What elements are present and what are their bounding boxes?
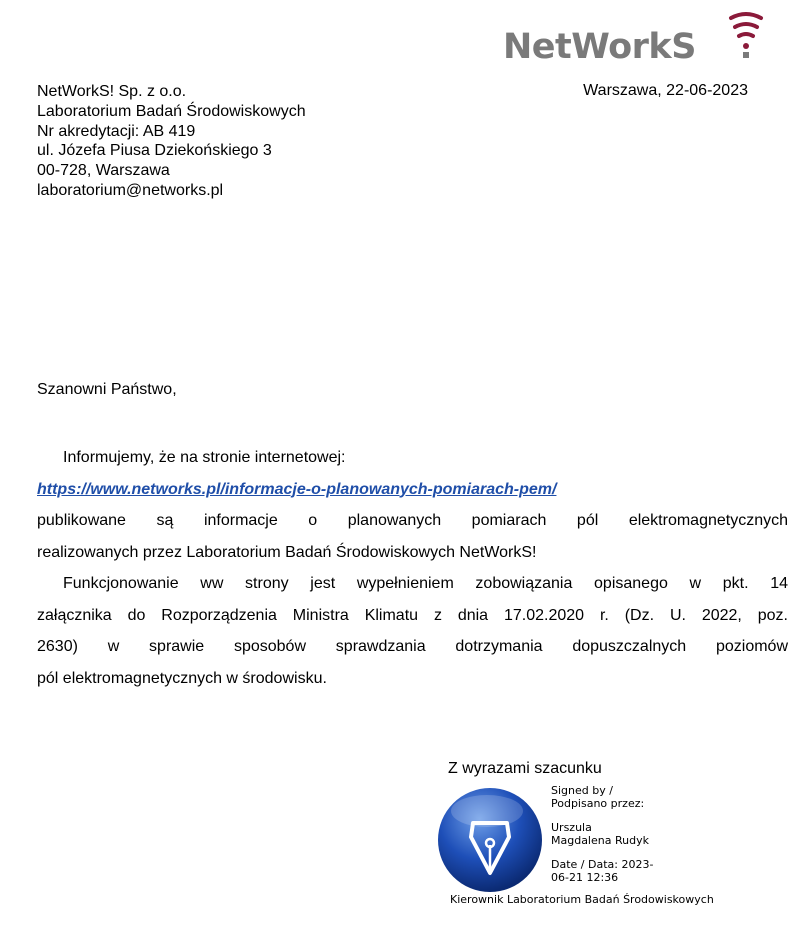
sign-date-line-1: Date / Data: 2023- xyxy=(551,858,654,871)
sender-company: NetWorkS! Sp. z o.o. xyxy=(37,83,187,100)
salutation: Szanowni Państwo, xyxy=(37,381,177,398)
letter-body xyxy=(37,442,788,694)
paragraph-2-line-4: pól elektromagnetycznych w środowisku. xyxy=(37,669,327,687)
signer-name-line-2: Magdalena Rudyk xyxy=(551,834,649,847)
logo-text: NetWorkS xyxy=(503,27,696,67)
website-link[interactable]: https://www.networks.pl/informacje-o-planowanych-pomiarach-pem/ xyxy=(37,480,557,498)
paragraph-1-line-2: realizowanych przez Laboratorium Badań Środowiskowych NetWorkS! xyxy=(37,543,537,561)
signer-role: Kierownik Laboratorium Badań Środowiskowych xyxy=(450,893,714,906)
paragraph-2-line-2: załącznika do Rozporządzenia Ministra Klimatu z dnia 17.02.2020 r. (Dz. U. 2022, poz. xyxy=(37,606,788,624)
sender-street: ul. Józefa Piusa Dziekońskiego 3 xyxy=(37,142,272,160)
signer-name-line-1: Urszula xyxy=(551,821,592,834)
company-logo xyxy=(503,10,768,68)
sign-date-line-2: 06-21 12:36 xyxy=(551,871,619,884)
sender-address xyxy=(37,82,306,201)
sender-lab: Laboratorium Badań Środowiskowych xyxy=(37,102,306,120)
pen-nib-icon xyxy=(437,785,548,896)
sender-accreditation: Nr akredytacji: AB 419 xyxy=(37,122,196,140)
paragraph-2-line-3: 2630) w sprawie sposobów sprawdzania dotrzymania dopuszczalnych poziomów xyxy=(37,638,788,655)
signature-block xyxy=(551,784,653,884)
place-date: Warszawa, 22-06-2023 xyxy=(583,82,748,99)
signed-by-line-1: Signed by / xyxy=(551,784,613,797)
intro-line: Informujemy, że na stronie internetowej: xyxy=(63,449,346,466)
closing: Z wyrazami szacunku xyxy=(448,760,602,777)
paragraph-1-line-1: publikowane są informacje o planowanych pomiarach pól elektromagnetycznych xyxy=(37,512,788,529)
signal-waves-icon xyxy=(725,10,767,60)
signed-by-line-2: Podpisano przez: xyxy=(551,797,645,810)
sender-city: 00-728, Warszawa xyxy=(37,162,170,180)
sender-email: laboratorium@networks.pl xyxy=(37,181,224,199)
paragraph-2-line-1: Funkcjonowanie ww strony jest wypełnieniem zobowiązania opisanego w pkt. 14 xyxy=(63,575,788,592)
